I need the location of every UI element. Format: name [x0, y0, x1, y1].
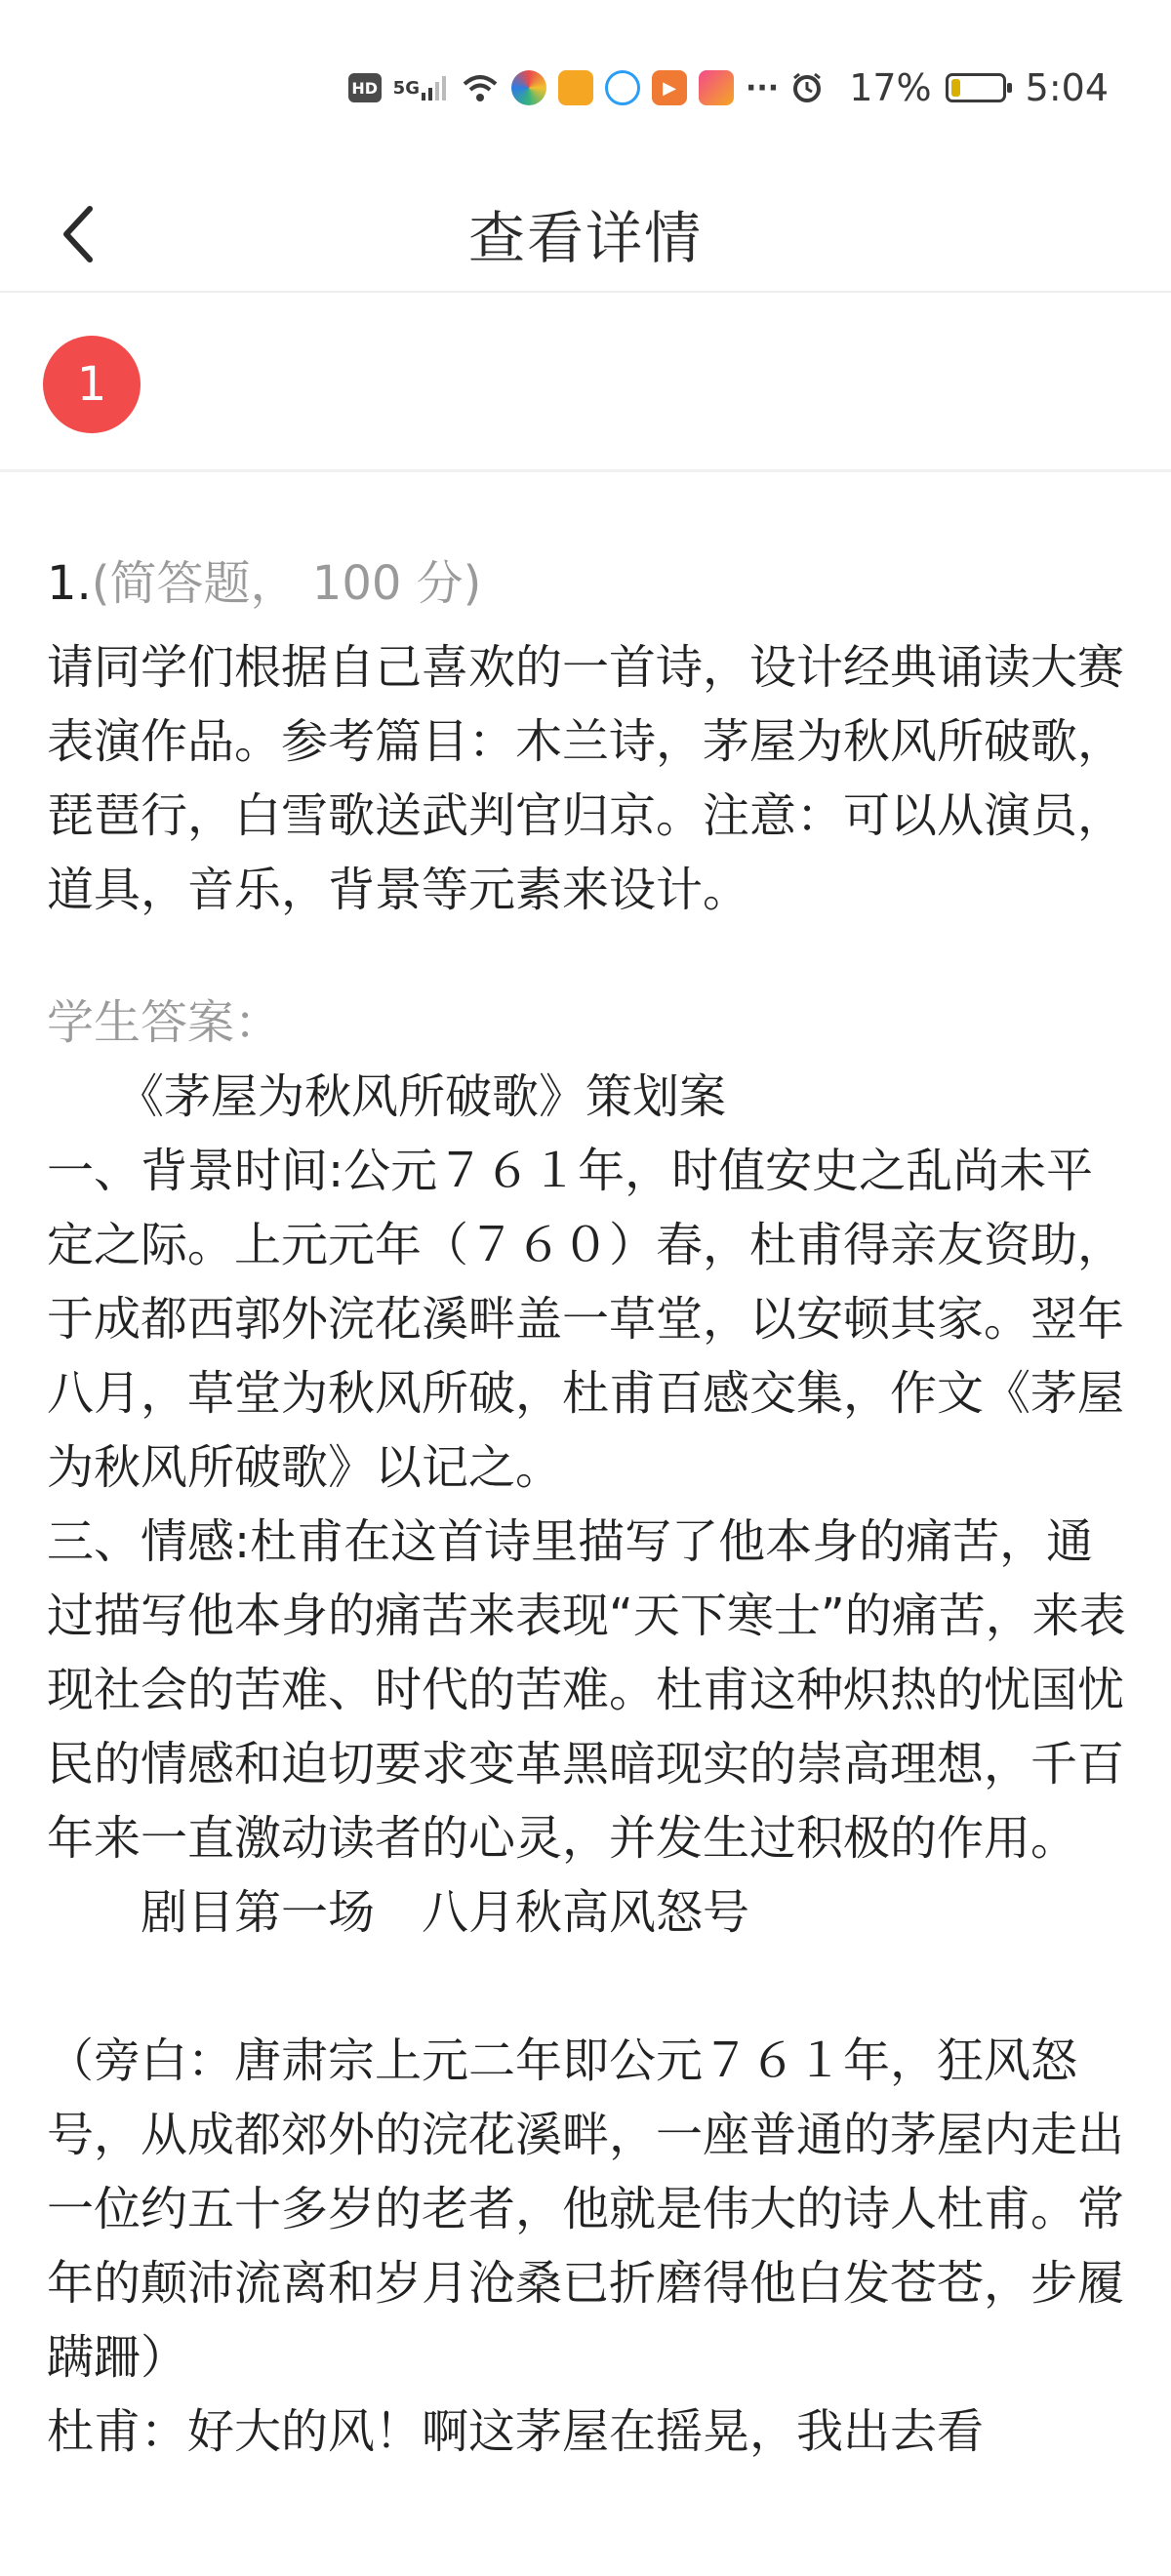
clock: 5:04: [1025, 66, 1109, 109]
question-nav-strip: [0, 293, 1171, 472]
answer-line: 三、情感:杜甫在这首诗里描写了他本身的痛苦，通过描写他本身的痛苦来表现“天下寒士”的痛苦，来表现社会的苦难、时代的苦难。杜甫这种炽热的忧国忧民的情感和迫切要求变革黑暗现实的崇高理想，千百年来一直激动读者的心灵，并发生过积极的作用。: [47, 1514, 1126, 1866]
chevron-left-icon: [57, 203, 100, 265]
page-title: 查看详情: [467, 205, 703, 271]
signal-label: 5G: [392, 77, 420, 99]
app-icon-orange-box: [558, 70, 593, 105]
answer-line: [47, 1950, 1130, 2024]
signal-icon: [393, 70, 449, 105]
wifi-icon: [461, 70, 500, 105]
battery-percent: 17%: [849, 66, 932, 109]
status-bar: [0, 0, 1171, 176]
answer-line: 《茅屋为秋风所破歌》策划案: [47, 1069, 727, 1124]
question-header: [47, 546, 1130, 621]
question-number: 1.: [47, 556, 92, 611]
hd-icon: HD: [348, 73, 382, 102]
status-icons: [348, 70, 825, 105]
signal-bars-icon: [420, 73, 449, 102]
app-icon-play: ▶: [652, 70, 687, 105]
answer-line: （旁白：唐肃宗上元二年即公元７６１年，狂风怒号，从成都郊外的浣花溪畔，一座普通的茅屋内走出一位约五十多岁的老者，他就是伟大的诗人杜甫。常年的颠沛流离和岁月沧桑已折磨得他白发苍苍，步履蹒跚）: [47, 2033, 1125, 2385]
answer-line: 杜甫：好大的风！啊这茅屋在摇晃，我出去看: [47, 2404, 985, 2459]
back-button[interactable]: [39, 195, 117, 273]
question-body: 请同学们根据自己喜欢的一首诗，设计经典诵读大赛表演作品。参考篇目：木兰诗，茅屋为秋风所破歌，琵琶行，白雪歌送武判官归京。注意：可以从演员，道具，音乐，背景等元素来设计。: [47, 640, 1125, 917]
nav-bar: [0, 176, 1171, 293]
answer-text: [47, 1060, 1130, 2469]
battery-icon: [946, 73, 1006, 102]
question-number-button[interactable]: 1: [43, 336, 141, 433]
more-icon: ···: [745, 70, 780, 105]
app-icon-chat: [605, 70, 640, 105]
app-icon-colorwheel: [511, 70, 546, 105]
battery-fill: [951, 79, 960, 97]
question-content: [47, 546, 1130, 2469]
answer-line: 一、背景时间:公元７６１年，时值安史之乱尚未平定之际。上元元年（７６０）春，杜甫得亲友资助，于成都西郭外浣花溪畔盖一草堂，以安顿其家。翌年八月，草堂为秋风所破，杜甫百感交集，作文《茅屋为秋风所破歌》以记之。: [47, 1144, 1125, 1495]
app-icon-grid: [699, 70, 734, 105]
answer-label: 学生答案：: [47, 995, 282, 1050]
answer-line: 剧目第一场 八月秋高风怒号: [47, 1885, 750, 1940]
alarm-icon: [790, 70, 824, 105]
question-type: (简答题， 100 分): [91, 556, 482, 611]
